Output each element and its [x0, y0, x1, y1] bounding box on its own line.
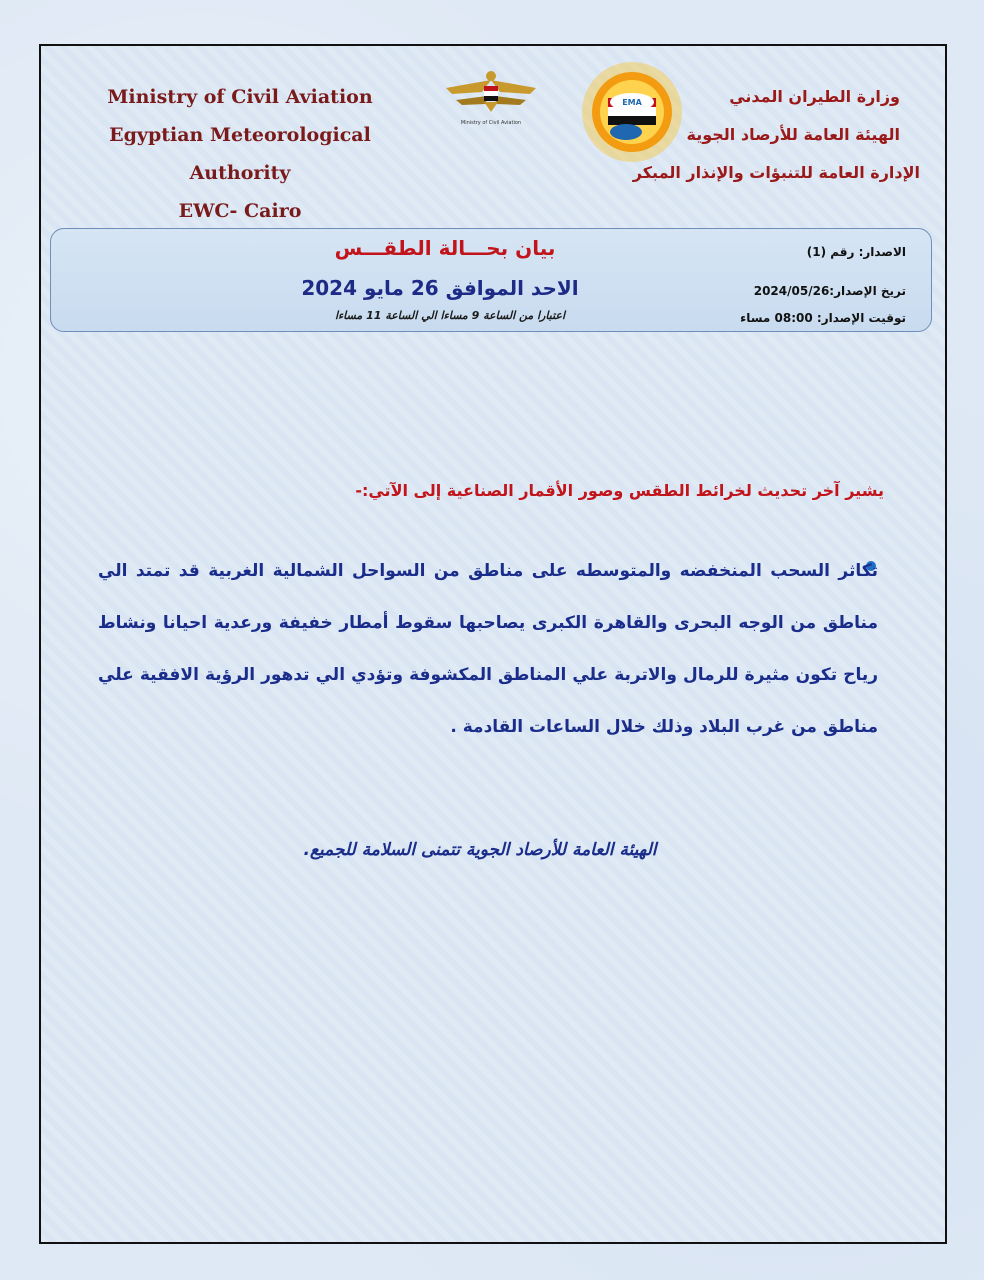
bulletin-date: الاحد الموافق 26 مايو 2024	[301, 276, 579, 300]
bulletin-title: بيان بحـــالة الطقـــس	[334, 236, 556, 260]
ministry-wings-logo	[442, 66, 540, 136]
issue-time: توقيت الإصدار: 08:00 مساء	[740, 311, 906, 325]
ministry-logo-caption: Ministry of Civil Aviation	[460, 120, 522, 126]
ministry-name-en: Ministry of Civil Aviation	[107, 86, 373, 108]
ema-logo-label: EMA	[622, 98, 642, 107]
bulletin-validity-period: اعتبارا من الساعة 9 مساءا الي الساعة 11 مساءا	[334, 309, 566, 322]
forecast-paragraph: تكاثر السحب المنخفضه والمتوسطه على مناطق من السواحل الشمالية الغربية قد تمتد الي مناطق من الوجه البحرى والقاهرة الكبرى يصاحبها سقوط أمطار خفيفة ورعدية احيانا ونشاط رياح تكون مثيرة للرمال والاتربة علي المناطق المكشوفة وتؤدي الي تدهور الرؤية الافقية علي مناطق من غرب البلاد وذلك خلال الساعات القادمة .	[98, 561, 878, 737]
issue-date: تريخ الإصدار:2024/05/26	[753, 284, 906, 298]
arabic-header	[630, 78, 920, 192]
department-name-ar: الإدارة العامة للتنبؤات والإنذار المبكر	[632, 163, 920, 182]
intro-statement: يشير آخر تحديث لخرائط الطقس وصور الأقمار الصناعية إلى الآتي:-	[355, 481, 884, 500]
authority-name-ar: الهيئة العامة للأرصاد الجوية	[686, 125, 900, 144]
ministry-name-ar: وزارة الطيران المدني	[729, 87, 900, 106]
issue-number: الاصدار: رقم (1)	[806, 245, 906, 259]
authority-name-en: Egyptian Meteorological Authority	[109, 124, 371, 184]
closing-statement: الهيئة العامة للأرصاد الجوية تتمنى السلامة للجميع.	[303, 840, 657, 860]
english-header	[60, 78, 420, 230]
center-name-en: EWC- Cairo	[178, 200, 302, 222]
